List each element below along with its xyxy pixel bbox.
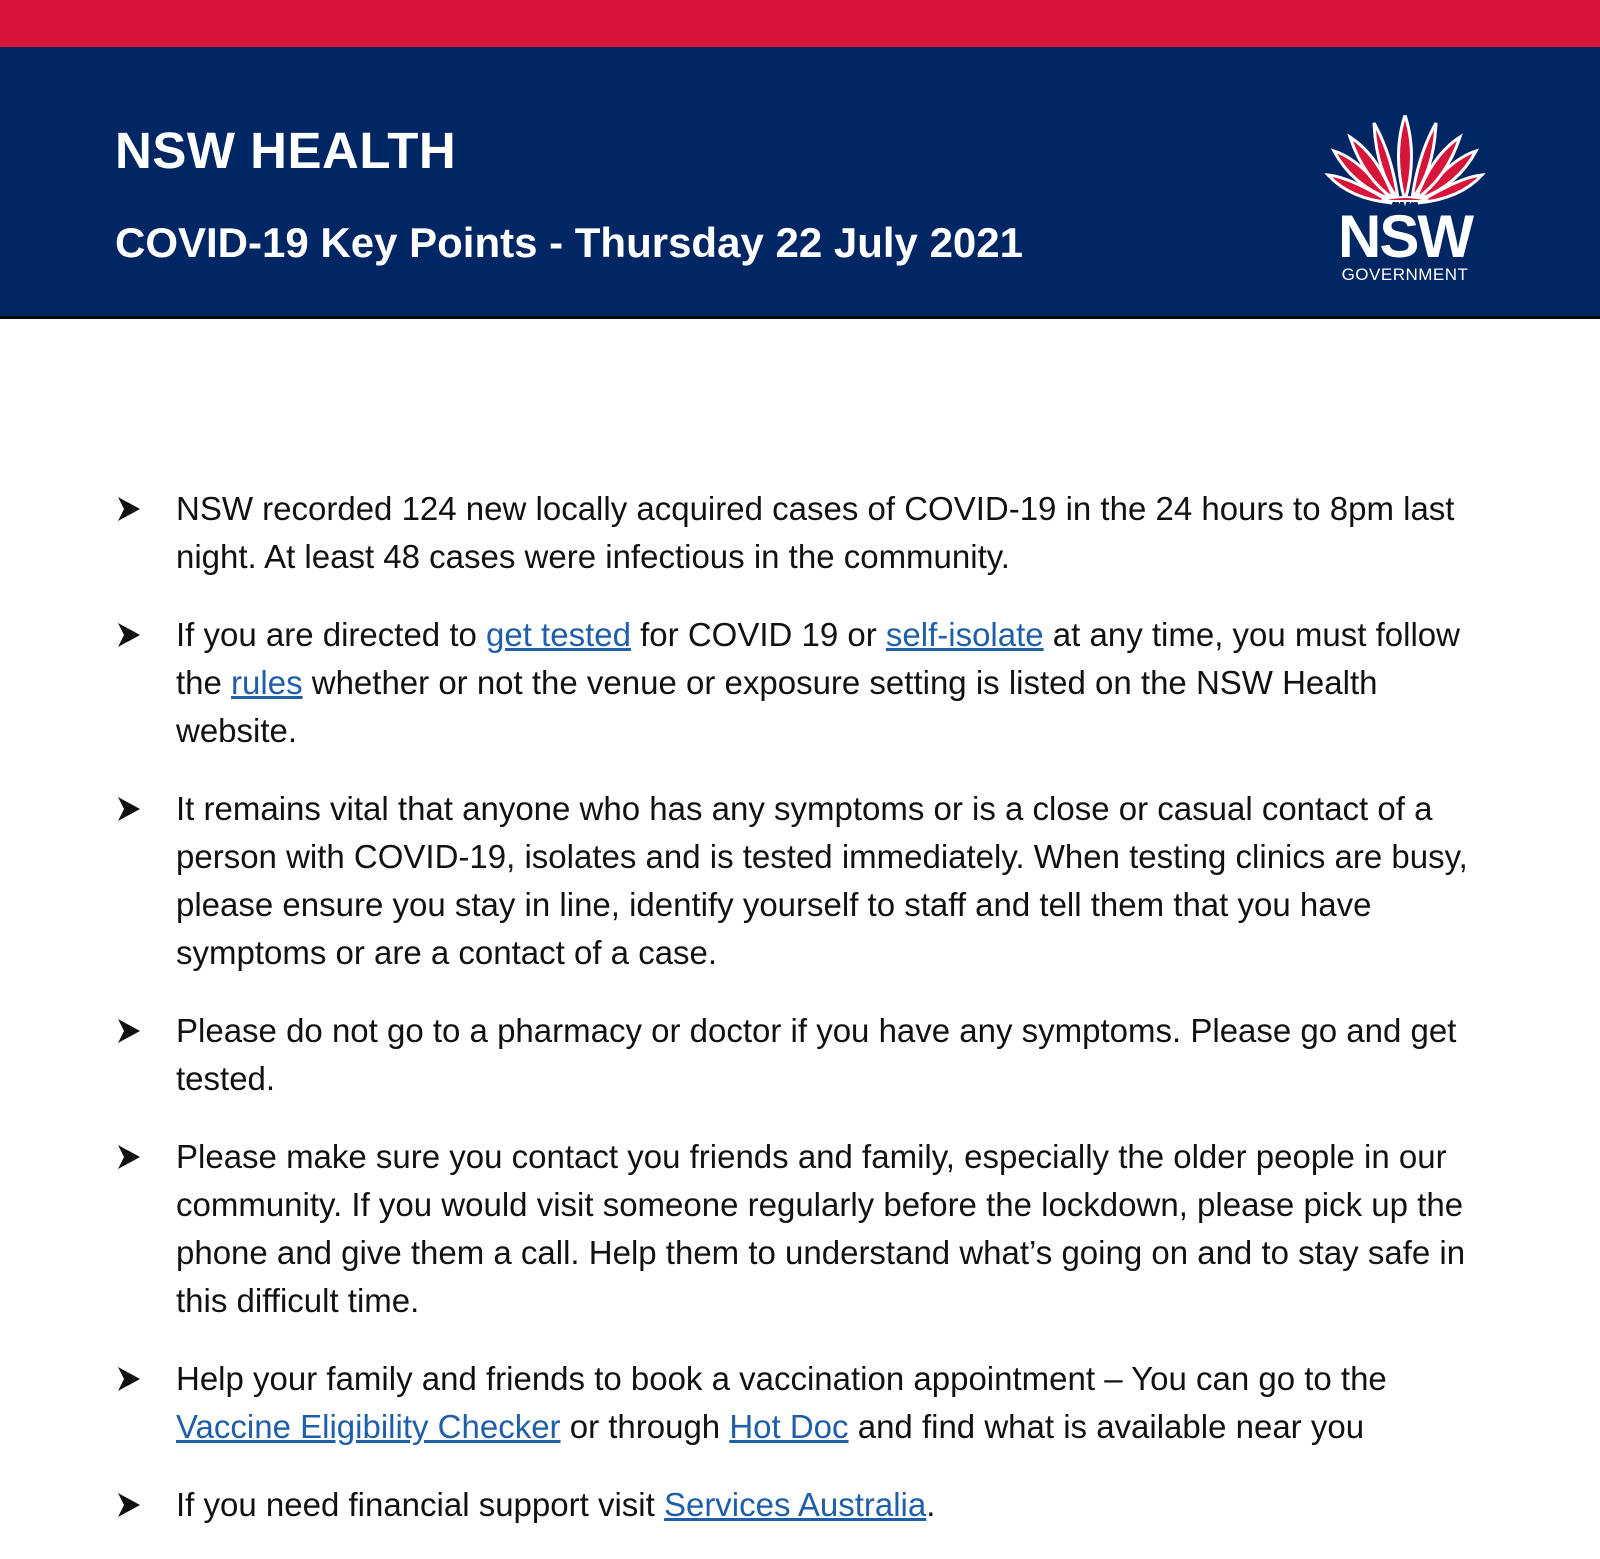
- logo-wordmark: NSW: [1338, 203, 1472, 270]
- page-subtitle: COVID-19 Key Points - Thursday 22 July 2021: [115, 219, 1024, 266]
- text-segment: for COVID 19 or: [630, 616, 886, 653]
- text-segment: Help your family and friends to book a vaccination appointment – You can go to the: [176, 1360, 1387, 1397]
- key-point-text: [176, 785, 1490, 977]
- link-vaccine-eligibility-checker[interactable]: Vaccine Eligibility Checker: [176, 1408, 561, 1445]
- link-services-australia[interactable]: Services Australia: [663, 1486, 927, 1523]
- arrow-bullet-icon: [118, 797, 138, 821]
- text-segment: It remains vital that anyone who has any symptoms or is a close or casual contact of a person with COVID-19, isolates and is tested immediately. When testing clinics are busy, please ensure you stay in line, identify yourself to staff and tell them that you have symptoms or are a contact of a case.: [176, 790, 1468, 971]
- text-segment: and find what is available near you: [848, 1408, 1365, 1445]
- link-rules[interactable]: rules: [231, 664, 303, 701]
- key-point-item: [0, 1481, 1600, 1529]
- text-segment: at any time, you must follow the: [176, 616, 1460, 701]
- nsw-government-logo: [1320, 115, 1490, 285]
- arrow-bullet-icon: [118, 1367, 138, 1391]
- arrow-bullet-icon: [118, 1145, 138, 1169]
- text-segment: NSW recorded 124 new locally acquired cases of COVID-19 in the 24 hours to 8pm last night. At least 48 cases were infectious in the community.: [176, 490, 1455, 575]
- arrow-bullet-icon: [118, 1493, 138, 1517]
- logo-subtext: GOVERNMENT: [1341, 265, 1469, 284]
- key-point-item: [0, 1355, 1600, 1451]
- arrow-bullet-icon: [118, 497, 138, 521]
- key-point-text: [176, 1481, 1490, 1529]
- key-point-text: [176, 1007, 1490, 1103]
- top-red-strip: [0, 0, 1600, 47]
- key-point-item: [0, 1133, 1600, 1325]
- text-segment: .: [926, 1486, 936, 1523]
- page-header: [0, 47, 1600, 319]
- link-hot-doc[interactable]: Hot Doc: [729, 1408, 849, 1445]
- text-segment: Please do not go to a pharmacy or doctor if you have any symptoms. Please go and get tested.: [176, 1012, 1457, 1097]
- key-points-list: [0, 485, 1600, 1559]
- key-point-item: [0, 485, 1600, 581]
- page-title: NSW HEALTH: [115, 122, 457, 179]
- text-segment: or through: [560, 1408, 730, 1445]
- arrow-bullet-icon: [118, 623, 138, 647]
- key-point-text: [176, 485, 1490, 581]
- waratah-flower-icon: [1320, 115, 1490, 207]
- key-point-item: [0, 1007, 1600, 1103]
- key-point-item: [0, 785, 1600, 977]
- arrow-bullet-icon: [118, 1019, 138, 1043]
- text-segment: If you need financial support visit: [176, 1486, 664, 1523]
- link-get-tested[interactable]: get tested: [486, 616, 631, 653]
- text-segment: Please make sure you contact you friends and family, especially the older people in our community. If you would visit someone regularly before the lockdown, please pick up the phone and give them a call. Help them to understand what’s going on and to stay safe in this difficult time.: [176, 1138, 1466, 1319]
- key-point-text: [176, 1133, 1490, 1325]
- key-point-text: [176, 611, 1490, 755]
- link-self-isolate[interactable]: self-isolate: [885, 616, 1044, 653]
- text-segment: whether or not the venue or exposure setting is listed on the NSW Health website.: [176, 664, 1378, 749]
- text-segment: If you are directed to: [176, 616, 487, 653]
- key-point-text: [176, 1355, 1490, 1451]
- key-point-item: [0, 611, 1600, 755]
